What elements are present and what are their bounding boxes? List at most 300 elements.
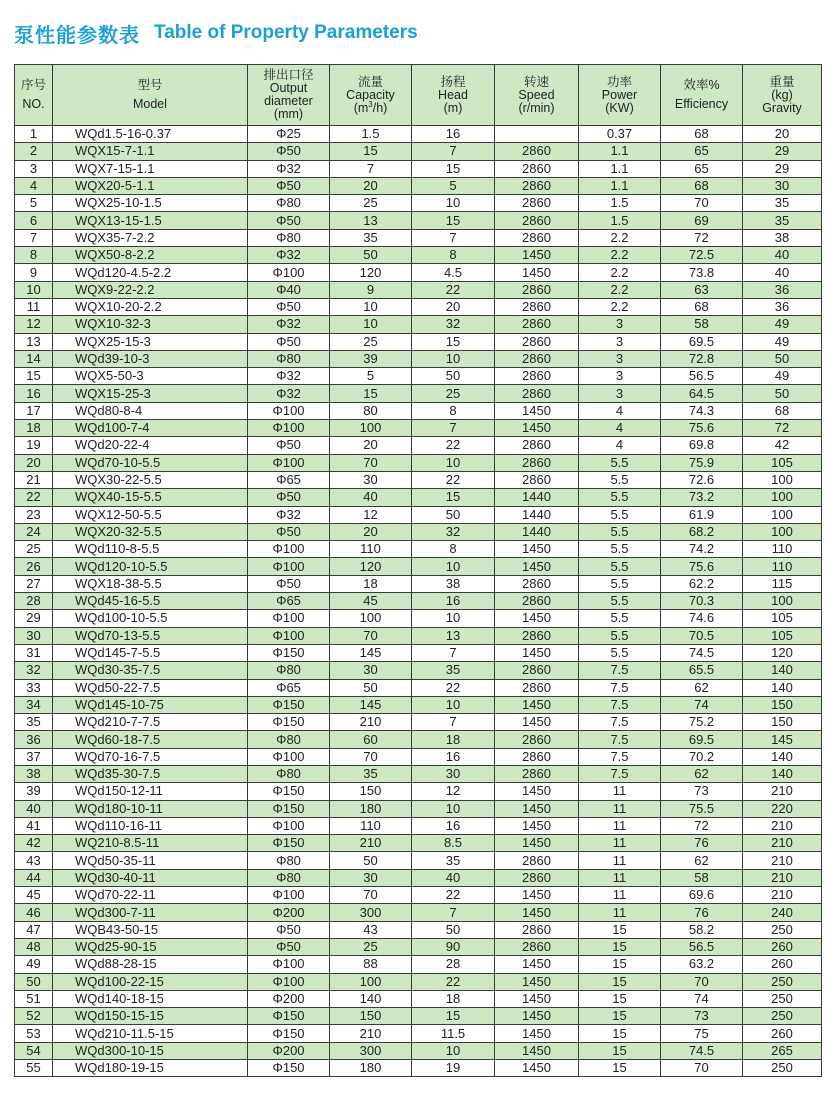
cell-efficiency: 58 (661, 869, 743, 886)
cell-gravity: 29 (743, 143, 822, 160)
cell-speed: 1450 (495, 800, 579, 817)
table-row (15, 1060, 822, 1077)
header-power-cn: 功率 (606, 74, 632, 89)
cell-no: 20 (15, 454, 53, 471)
cell-head: 22 (412, 437, 495, 454)
cell-model: WQd210-11.5-15 (53, 1025, 248, 1042)
cell-outlet: Φ32 (248, 368, 330, 385)
cell-capacity: 150 (330, 783, 412, 800)
header-capacity-cn: 流量 (357, 74, 383, 89)
cell-no: 28 (15, 593, 53, 610)
cell-model: WQd100-10-5.5 (53, 610, 248, 627)
cell-speed: 1450 (495, 990, 579, 1007)
cell-model: WQd300-7-11 (53, 904, 248, 921)
cell-no: 18 (15, 420, 53, 437)
cell-speed: 2860 (495, 765, 579, 782)
cell-outlet: Φ150 (248, 783, 330, 800)
cell-capacity: 30 (330, 471, 412, 488)
table-row (15, 852, 822, 869)
table-row (15, 679, 822, 696)
table-row (15, 229, 822, 246)
cell-gravity: 140 (743, 765, 822, 782)
cell-efficiency: 74 (661, 696, 743, 713)
cell-no: 8 (15, 247, 53, 264)
cell-model: WQd70-10-5.5 (53, 454, 248, 471)
cell-outlet: Φ32 (248, 160, 330, 177)
cell-gravity: 68 (743, 402, 822, 419)
cell-outlet: Φ100 (248, 627, 330, 644)
cell-no: 16 (15, 385, 53, 402)
cell-outlet: Φ80 (248, 350, 330, 367)
cell-power: 1.5 (579, 195, 661, 212)
cell-capacity: 43 (330, 921, 412, 938)
cell-outlet: Φ80 (248, 852, 330, 869)
cell-gravity: 260 (743, 956, 822, 973)
cell-efficiency: 74.5 (661, 644, 743, 661)
cell-model: WQX20-5-1.1 (53, 177, 248, 194)
cell-outlet: Φ50 (248, 333, 330, 350)
header-power-l2: (KW) (605, 100, 634, 115)
table-row (15, 800, 822, 817)
cell-capacity: 39 (330, 350, 412, 367)
cell-power: 1.1 (579, 143, 661, 160)
cell-no: 37 (15, 748, 53, 765)
cell-speed: 2860 (495, 437, 579, 454)
cell-power: 15 (579, 973, 661, 990)
cell-power: 2.2 (579, 247, 661, 264)
cell-power: 11 (579, 835, 661, 852)
cell-capacity: 70 (330, 748, 412, 765)
table-row (15, 731, 822, 748)
cell-capacity: 35 (330, 229, 412, 246)
cell-efficiency: 75.9 (661, 454, 743, 471)
table-row (15, 541, 822, 558)
cell-model: WQd110-16-11 (53, 817, 248, 834)
cell-no: 40 (15, 800, 53, 817)
cell-efficiency: 73 (661, 1008, 743, 1025)
cell-efficiency: 73.8 (661, 264, 743, 281)
cell-capacity: 25 (330, 938, 412, 955)
cell-power: 5.5 (579, 506, 661, 523)
cell-capacity: 12 (330, 506, 412, 523)
cell-efficiency: 75.6 (661, 558, 743, 575)
cell-power: 15 (579, 938, 661, 955)
cell-no: 35 (15, 714, 53, 731)
cell-capacity: 50 (330, 679, 412, 696)
cell-efficiency: 74.3 (661, 402, 743, 419)
cell-model: WQd39-10-3 (53, 350, 248, 367)
table-row (15, 281, 822, 298)
cell-power: 11 (579, 852, 661, 869)
cell-capacity: 10 (330, 316, 412, 333)
cell-head: 18 (412, 990, 495, 1007)
cell-capacity: 20 (330, 437, 412, 454)
cell-gravity: 110 (743, 541, 822, 558)
cell-no: 19 (15, 437, 53, 454)
cell-capacity: 10 (330, 298, 412, 315)
header-speed-cn: 转速 (523, 74, 549, 89)
cell-no: 31 (15, 644, 53, 661)
cell-efficiency: 69 (661, 212, 743, 229)
title-chinese: 泵性能参数表 (14, 22, 140, 47)
cell-no: 43 (15, 852, 53, 869)
cell-head: 7 (412, 904, 495, 921)
page-title (14, 18, 418, 48)
header-outlet-l3: (mm) (273, 107, 304, 121)
table-row (15, 575, 822, 592)
cell-capacity: 70 (330, 454, 412, 471)
cell-power: 15 (579, 1060, 661, 1077)
cell-outlet: Φ100 (248, 748, 330, 765)
cell-model: WQd30-35-7.5 (53, 662, 248, 679)
cell-speed: 1450 (495, 817, 579, 834)
cell-no: 49 (15, 956, 53, 973)
cell-power: 5.5 (579, 593, 661, 610)
cell-speed: 2860 (495, 350, 579, 367)
cell-no: 55 (15, 1060, 53, 1077)
cell-model: WQX20-32-5.5 (53, 523, 248, 540)
cell-capacity: 20 (330, 177, 412, 194)
cell-gravity: 210 (743, 852, 822, 869)
cell-head: 10 (412, 1042, 495, 1059)
cell-no: 54 (15, 1042, 53, 1059)
title-english: Table of Property Parameters (154, 22, 418, 43)
header-gravity-l1: (kg) (771, 87, 793, 102)
cell-model: WQX30-22-5.5 (53, 471, 248, 488)
cell-speed: 2860 (495, 471, 579, 488)
cell-model: WQX50-8-2.2 (53, 247, 248, 264)
cell-head: 22 (412, 281, 495, 298)
cell-outlet: Φ32 (248, 247, 330, 264)
header-outlet (248, 65, 330, 126)
cell-efficiency: 73 (661, 783, 743, 800)
cell-power: 15 (579, 1025, 661, 1042)
cell-efficiency: 76 (661, 904, 743, 921)
table-row (15, 264, 822, 281)
cell-speed: 1440 (495, 506, 579, 523)
table-row (15, 471, 822, 488)
header-efficiency (661, 65, 743, 126)
cell-power: 15 (579, 1042, 661, 1059)
cell-model: WQX7-15-1.1 (53, 160, 248, 177)
header-model (53, 65, 248, 126)
cell-efficiency: 62.2 (661, 575, 743, 592)
cell-model: WQd150-12-11 (53, 783, 248, 800)
cell-outlet: Φ32 (248, 316, 330, 333)
cell-efficiency: 65 (661, 160, 743, 177)
cell-capacity: 180 (330, 1060, 412, 1077)
cell-no: 44 (15, 869, 53, 886)
cell-head: 4.5 (412, 264, 495, 281)
cell-no: 13 (15, 333, 53, 350)
cell-capacity: 120 (330, 264, 412, 281)
cell-speed: 1450 (495, 541, 579, 558)
cell-head: 12 (412, 783, 495, 800)
table-row (15, 817, 822, 834)
cell-power: 4 (579, 420, 661, 437)
cell-head: 22 (412, 471, 495, 488)
cell-no: 24 (15, 523, 53, 540)
cell-efficiency: 68 (661, 298, 743, 315)
cell-power: 7.5 (579, 731, 661, 748)
cell-head: 8 (412, 402, 495, 419)
cell-outlet: Φ100 (248, 420, 330, 437)
table-row (15, 1042, 822, 1059)
cell-efficiency: 61.9 (661, 506, 743, 523)
cell-no: 33 (15, 679, 53, 696)
table-row (15, 333, 822, 350)
table-row (15, 748, 822, 765)
cell-no: 25 (15, 541, 53, 558)
cell-no: 42 (15, 835, 53, 852)
cell-gravity: 40 (743, 247, 822, 264)
cell-efficiency: 69.6 (661, 887, 743, 904)
cell-power: 5.5 (579, 489, 661, 506)
cell-head: 10 (412, 558, 495, 575)
cell-head: 25 (412, 385, 495, 402)
cell-efficiency: 62 (661, 679, 743, 696)
cell-model: WQX18-38-5.5 (53, 575, 248, 592)
table-row (15, 298, 822, 315)
cell-efficiency: 74 (661, 990, 743, 1007)
cell-power: 11 (579, 800, 661, 817)
cell-model: WQd70-22-11 (53, 887, 248, 904)
cell-head: 15 (412, 1008, 495, 1025)
cell-outlet: Φ100 (248, 558, 330, 575)
cell-capacity: 40 (330, 489, 412, 506)
cell-efficiency: 72 (661, 817, 743, 834)
cell-efficiency: 75.5 (661, 800, 743, 817)
cell-power: 7.5 (579, 662, 661, 679)
cell-no: 5 (15, 195, 53, 212)
cell-power: 3 (579, 316, 661, 333)
cell-outlet: Φ65 (248, 471, 330, 488)
cell-gravity: 100 (743, 506, 822, 523)
cell-head: 10 (412, 350, 495, 367)
cell-capacity: 100 (330, 973, 412, 990)
cell-head: 5 (412, 177, 495, 194)
cell-efficiency: 75.2 (661, 714, 743, 731)
header-speed-l1: Speed (518, 87, 555, 102)
cell-head: 16 (412, 126, 495, 143)
table-row (15, 956, 822, 973)
cell-efficiency: 69.5 (661, 333, 743, 350)
cell-power: 2.2 (579, 281, 661, 298)
cell-head: 32 (412, 523, 495, 540)
cell-head: 10 (412, 800, 495, 817)
cell-model: WQd100-7-4 (53, 420, 248, 437)
cell-gravity: 40 (743, 264, 822, 281)
cell-efficiency: 68.2 (661, 523, 743, 540)
table-row (15, 887, 822, 904)
cell-power: 1.1 (579, 160, 661, 177)
cell-no: 27 (15, 575, 53, 592)
cell-outlet: Φ65 (248, 593, 330, 610)
cell-outlet: Φ200 (248, 990, 330, 1007)
cell-capacity: 18 (330, 575, 412, 592)
cell-gravity: 100 (743, 593, 822, 610)
cell-power: 7.5 (579, 714, 661, 731)
cell-capacity: 210 (330, 1025, 412, 1042)
table-row (15, 316, 822, 333)
cell-speed: 1450 (495, 1008, 579, 1025)
cell-head: 18 (412, 731, 495, 748)
cell-gravity: 140 (743, 748, 822, 765)
table-row (15, 558, 822, 575)
cell-capacity: 300 (330, 1042, 412, 1059)
cell-efficiency: 70 (661, 195, 743, 212)
cell-outlet: Φ50 (248, 298, 330, 315)
header-outlet-l2: diameter (264, 94, 313, 108)
cell-power: 1.1 (579, 177, 661, 194)
cell-outlet: Φ40 (248, 281, 330, 298)
cell-power: 11 (579, 783, 661, 800)
cell-speed: 2860 (495, 229, 579, 246)
cell-capacity: 7 (330, 160, 412, 177)
cell-model: WQX9-22-2.2 (53, 281, 248, 298)
table-row (15, 437, 822, 454)
cell-model: WQX10-32-3 (53, 316, 248, 333)
table-row (15, 160, 822, 177)
cell-gravity: 250 (743, 1060, 822, 1077)
cell-speed: 1450 (495, 1025, 579, 1042)
cell-gravity: 30 (743, 177, 822, 194)
cell-gravity: 100 (743, 489, 822, 506)
cell-capacity: 300 (330, 904, 412, 921)
cell-no: 39 (15, 783, 53, 800)
cell-efficiency: 74.6 (661, 610, 743, 627)
cell-efficiency: 73.2 (661, 489, 743, 506)
cell-no: 45 (15, 887, 53, 904)
cell-no: 47 (15, 921, 53, 938)
table-row (15, 489, 822, 506)
cell-outlet: Φ50 (248, 575, 330, 592)
cell-gravity: 220 (743, 800, 822, 817)
cell-power: 15 (579, 990, 661, 1007)
cell-power: 11 (579, 887, 661, 904)
header-speed-l2: (r/min) (518, 100, 555, 115)
cell-model: WQd145-7-5.5 (53, 644, 248, 661)
cell-speed: 2860 (495, 160, 579, 177)
cell-model: WQd100-22-15 (53, 973, 248, 990)
cell-capacity: 15 (330, 385, 412, 402)
cell-efficiency: 72.6 (661, 471, 743, 488)
cell-no: 53 (15, 1025, 53, 1042)
cell-model: WQd210-7-7.5 (53, 714, 248, 731)
header-power-l1: Power (601, 87, 638, 102)
cell-model: WQB43-50-15 (53, 921, 248, 938)
header-head-cn: 扬程 (440, 74, 466, 89)
cell-model: WQd45-16-5.5 (53, 593, 248, 610)
cell-gravity: 120 (743, 644, 822, 661)
header-capacity-l1: Capacity (346, 87, 395, 102)
cell-outlet: Φ150 (248, 1025, 330, 1042)
cell-outlet: Φ50 (248, 938, 330, 955)
cell-efficiency: 70 (661, 1060, 743, 1077)
cell-power: 5.5 (579, 627, 661, 644)
cell-speed: 1450 (495, 973, 579, 990)
table-row (15, 368, 822, 385)
cell-capacity: 5 (330, 368, 412, 385)
cell-power: 15 (579, 921, 661, 938)
cell-gravity: 265 (743, 1042, 822, 1059)
cell-efficiency: 62 (661, 765, 743, 782)
cell-outlet: Φ80 (248, 869, 330, 886)
cell-head: 7 (412, 714, 495, 731)
cell-gravity: 150 (743, 714, 822, 731)
cell-power: 11 (579, 869, 661, 886)
cell-model: WQd140-18-15 (53, 990, 248, 1007)
cell-capacity: 88 (330, 956, 412, 973)
cell-model: WQX13-15-1.5 (53, 212, 248, 229)
cell-model: WQX25-15-3 (53, 333, 248, 350)
cell-no: 9 (15, 264, 53, 281)
cell-capacity: 110 (330, 817, 412, 834)
header-efficiency-cn: 效率% (683, 78, 720, 92)
cell-head: 13 (412, 627, 495, 644)
cell-model: WQ210-8.5-11 (53, 835, 248, 852)
cell-speed (495, 126, 579, 143)
cell-model: WQd20-22-4 (53, 437, 248, 454)
cell-no: 23 (15, 506, 53, 523)
cell-head: 16 (412, 817, 495, 834)
cell-outlet: Φ150 (248, 800, 330, 817)
cell-speed: 2860 (495, 212, 579, 229)
cell-no: 48 (15, 938, 53, 955)
cell-speed: 2860 (495, 368, 579, 385)
cell-head: 7 (412, 143, 495, 160)
cell-speed: 1440 (495, 523, 579, 540)
cell-no: 4 (15, 177, 53, 194)
cell-no: 1 (15, 126, 53, 143)
cell-no: 51 (15, 990, 53, 1007)
cell-outlet: Φ150 (248, 1060, 330, 1077)
cell-power: 5.5 (579, 610, 661, 627)
cell-efficiency: 74.2 (661, 541, 743, 558)
cell-efficiency: 72.8 (661, 350, 743, 367)
header-gravity (743, 65, 822, 126)
cell-speed: 1450 (495, 1060, 579, 1077)
cell-capacity: 30 (330, 662, 412, 679)
header-head-l1: Head (438, 87, 468, 102)
cell-efficiency: 70 (661, 973, 743, 990)
cell-outlet: Φ50 (248, 143, 330, 160)
cell-no: 11 (15, 298, 53, 315)
cell-head: 8 (412, 541, 495, 558)
table-row (15, 627, 822, 644)
cell-efficiency: 65.5 (661, 662, 743, 679)
cell-outlet: Φ50 (248, 523, 330, 540)
cell-gravity: 240 (743, 904, 822, 921)
cell-head: 22 (412, 679, 495, 696)
cell-capacity: 70 (330, 627, 412, 644)
table-header-row (15, 65, 822, 126)
cell-capacity: 210 (330, 714, 412, 731)
cell-model: WQX15-7-1.1 (53, 143, 248, 160)
cell-capacity: 80 (330, 402, 412, 419)
cell-head: 50 (412, 368, 495, 385)
cell-outlet: Φ150 (248, 696, 330, 713)
cell-gravity: 49 (743, 333, 822, 350)
cell-power: 5.5 (579, 644, 661, 661)
cell-model: WQd120-4.5-2.2 (53, 264, 248, 281)
table-row (15, 644, 822, 661)
table-row (15, 454, 822, 471)
cell-power: 4 (579, 437, 661, 454)
cell-speed: 1450 (495, 714, 579, 731)
cell-efficiency: 56.5 (661, 938, 743, 955)
cell-capacity: 50 (330, 852, 412, 869)
